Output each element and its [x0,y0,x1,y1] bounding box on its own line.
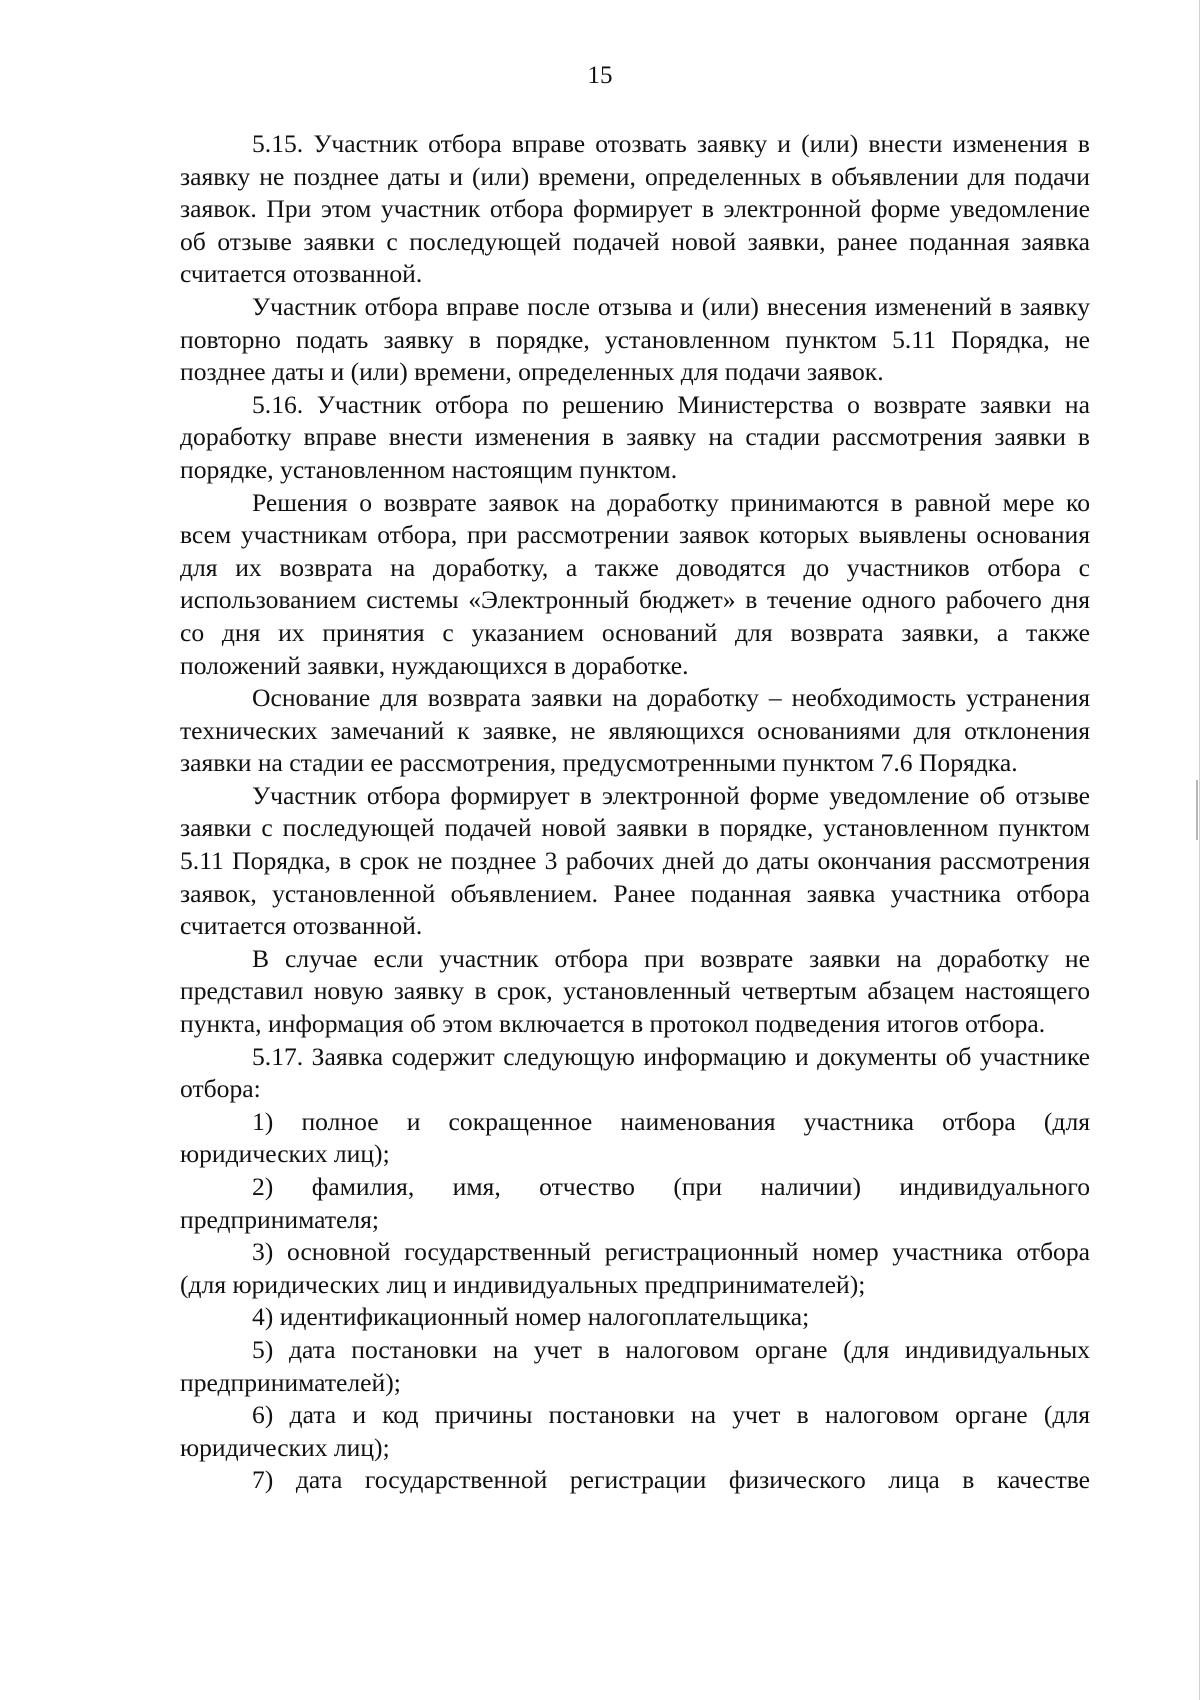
list-item-6: 6) дата и код причины постановки на учет в налоговом органе (для юридических лиц); [180,1400,1090,1462]
list-item-2: 2) фамилия, имя, отчество (при наличии) индивидуального предпринимателя; [180,1172,1090,1234]
paragraph-return-decisions: Решения о возврате заявок на доработку принимаются в равной мере ко всем участникам отбора, при рассмотрении заявок которых выявлены основания для их возврата на доработку, а также доводятся до участников отбора с использованием системы «Электронный бюджет» в течение одного рабочего дня со дня их принятия с указанием оснований для возврата заявки, а также положений заявки, нуждающихся в доработке. [180,487,1090,680]
paragraph-5-16: 5.16. Участник отбора по решению Министерства о возврате заявки на доработку вправе внести изменения в заявку на стадии рассмотрения заявки в порядке, установленном настоящим пунктом. [180,389,1090,484]
paragraph-withdrawal-notice: Участник отбора формирует в электронной форме уведомление об отзыве заявки с последующей подачей новой заявки в порядке, установленном пунктом 5.11 Порядка, в срок не позднее 3 рабочих дней до даты окончания рассмотрения заявок, установленной объявлением. Ранее поданная заявка участника отбора считается отозванной. [180,780,1090,941]
paragraph-resubmit: Участник отбора вправе после отзыва и (или) внесения изменений в заявку повторно подать заявку в порядке, установленном пунктом 5.11 Порядка, не позднее даты и (или) времени, определенных для подачи заявок. [180,291,1090,387]
paragraph-5-17: 5.17. Заявка содержит следующую информацию и документы об участнике отбора: [180,1041,1090,1104]
list-item-1: 1) полное и сокращенное наименования участника отбора (для юридических лиц); [180,1106,1090,1169]
paragraph-no-new-application: В случае если участник отбора при возврате заявки на доработку не представил новую заявку в срок, установленный четвертым абзацем настоящего пункта, информация об этом включается в протокол подведения итогов отбора. [180,943,1090,1039]
list-item-7: 7) дата государственной регистрации физического лица в качестве [252,1465,1090,1495]
list-item-5: 5) дата постановки на учет в налоговом органе (для индивидуальных предпринимателей); [180,1334,1090,1397]
list-item-4: 4) идентификационный номер налогоплательщика; [252,1302,810,1332]
scan-edge-mark [1196,780,1198,840]
list-item-3: 3) основной государственный регистрационный номер участника отбора (для юридических лиц и индивидуальных предпринимателей); [180,1237,1090,1299]
paragraph-return-grounds: Основание для возврата заявки на доработку – необходимость устранения технических замечаний к заявке, не являющихся основаниями для отклонения заявки на стадии ее рассмотрения, предусмотренными пунктом 7.6 Порядка. [180,683,1090,778]
document-body [180,128,1090,1497]
page-number: 15 [587,62,613,89]
paragraph-5-15: 5.15. Участник отбора вправе отозвать заявку и (или) внести изменения в заявку не позднее даты и (или) времени, определенных в объявлении для подачи заявок. При этом участник отбора формирует в электронной форме уведомление об отзыве заявки с последующей подачей новой заявки, ранее поданная заявка считается отозванной. [180,129,1090,289]
